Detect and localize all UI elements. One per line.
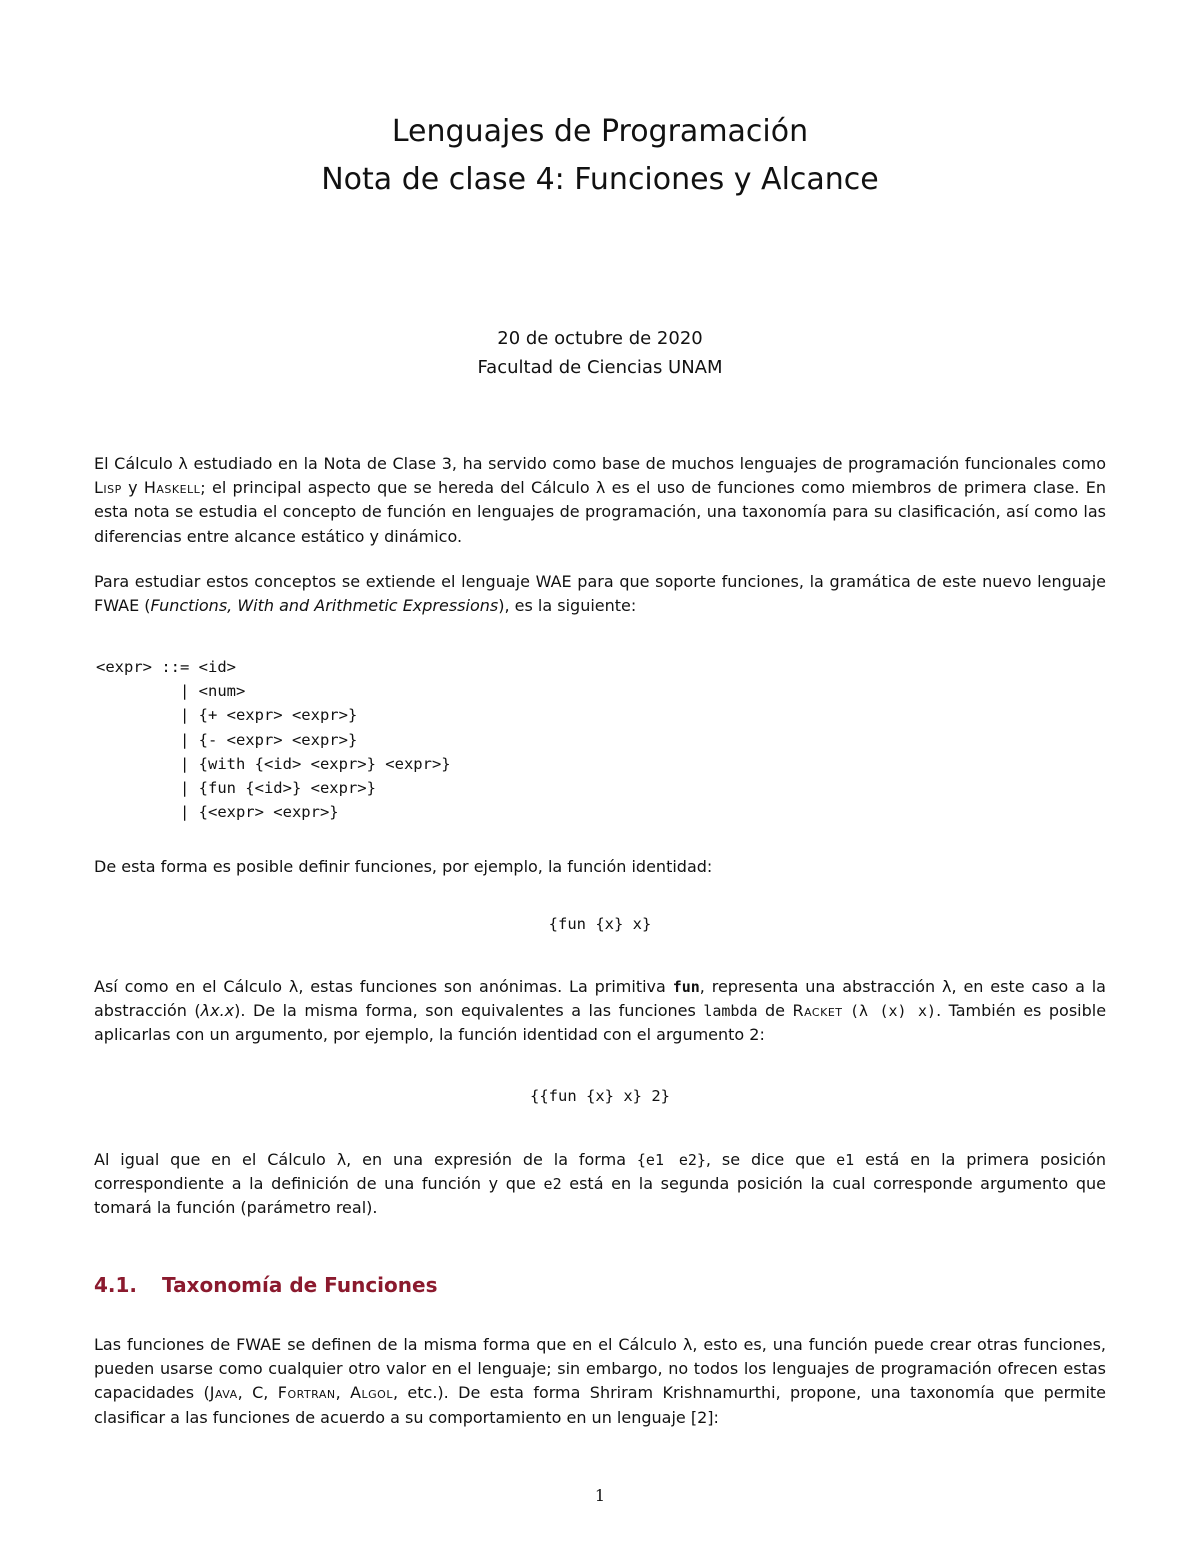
grammar-line: | {with {<id> <expr>} <expr>} [96,754,451,773]
grammar-line: | {- <expr> <expr>} [96,730,358,749]
document-subtitle: Nota de clase 4: Funciones y Alcance [321,162,879,197]
section-title: Taxonomía de Funciones [162,1273,438,1297]
grammar-line: | {<expr> <expr>} [96,803,339,822]
grammar-line: | {+ <expr> <expr>} [96,706,358,725]
section-heading [94,1270,437,1300]
code-display-application: {{fun {x} x} 2} [530,1087,670,1105]
intro-paragraph-2: Para estudiar estos conceptos se extiende el lenguaje WAE para que soporte funciones, la gramática de este nuevo lenguaje FWAE (Functions, With and Arithmetic Expressions), es la siguiente: [94,572,1106,616]
fwae-expansion: Functions, With and Arithmetic Expressions [150,596,499,616]
grammar-line: | {fun {<id>} <expr>} [96,779,376,798]
intro-paragraph-1: El Cálculo λ estudiado en la Nota de Clase 3, ha servido como base de muchos lenguajes de programación funcionales como Lisp y Haskell; el principal aspecto que se hereda del Cálculo λ es el uso de funciones como miembros de primera clase. En esta nota se estudia el concepto de función en lenguajes de programación, una taxonomía para su clasificación, así como las diferencias entre alcance estático y dinámico. [94,454,1106,546]
paragraph-positions: Al igual que en el Cálculo λ, en una expresión de la forma {e1 e2}, se dice que e1 está en la primera posición correspondiente a la definición de una función y que e2 está en la segunda posición la cual corresponde argumento que tomará la función (parámetro real). [94,1150,1107,1218]
grammar-line: <expr> ::= <id> [96,658,236,676]
haskell-name: Haskell [143,478,201,498]
code-display-identity: {fun {x} x} [548,915,652,933]
grammar-line: | <num> [96,682,246,701]
document-affiliation: Facultad de Ciencias UNAM [477,357,723,378]
section-number: 4.1. [94,1273,138,1297]
paragraph-anonymous: Así como en el Cálculo λ, estas funciones son anónimas. La primitiva fun, representa una abstracción λ, en este caso a la abstracción (λx.x). De la misma forma, son equivalentes a las funciones lambda de Racket (λ (x) x). También es posible aplicarlas con un argumento, por ejemplo, la función identidad con el argumento 2: [94,977,1107,1045]
lisp-name: Lisp [94,478,122,498]
page-number: 1 [594,1486,606,1505]
grammar-block [96,655,451,824]
paragraph-identity: De esta forma es posible definir funciones, por ejemplo, la función identidad: [94,857,713,876]
document-title: Lenguajes de Programación [391,114,809,149]
racket-name: Racket [792,1001,843,1021]
paragraph-taxonomy: Las funciones de FWAE se definen de la misma forma que en el Cálculo λ, esto es, una función puede crear otras funciones, pueden usarse como cualquier otro valor en el lenguaje; sin embargo, no todos los lenguajes de programación ofrecen estas capacidades (Java, C, Fortran, Algol, etc.). De esta forma Shriram Krishnamurthi, propone, una taxonomía que permite clasificar a las funciones de acuerdo a su comportamiento en un lenguaje [2]: [94,1335,1107,1427]
document-date: 20 de octubre de 2020 [497,328,703,349]
